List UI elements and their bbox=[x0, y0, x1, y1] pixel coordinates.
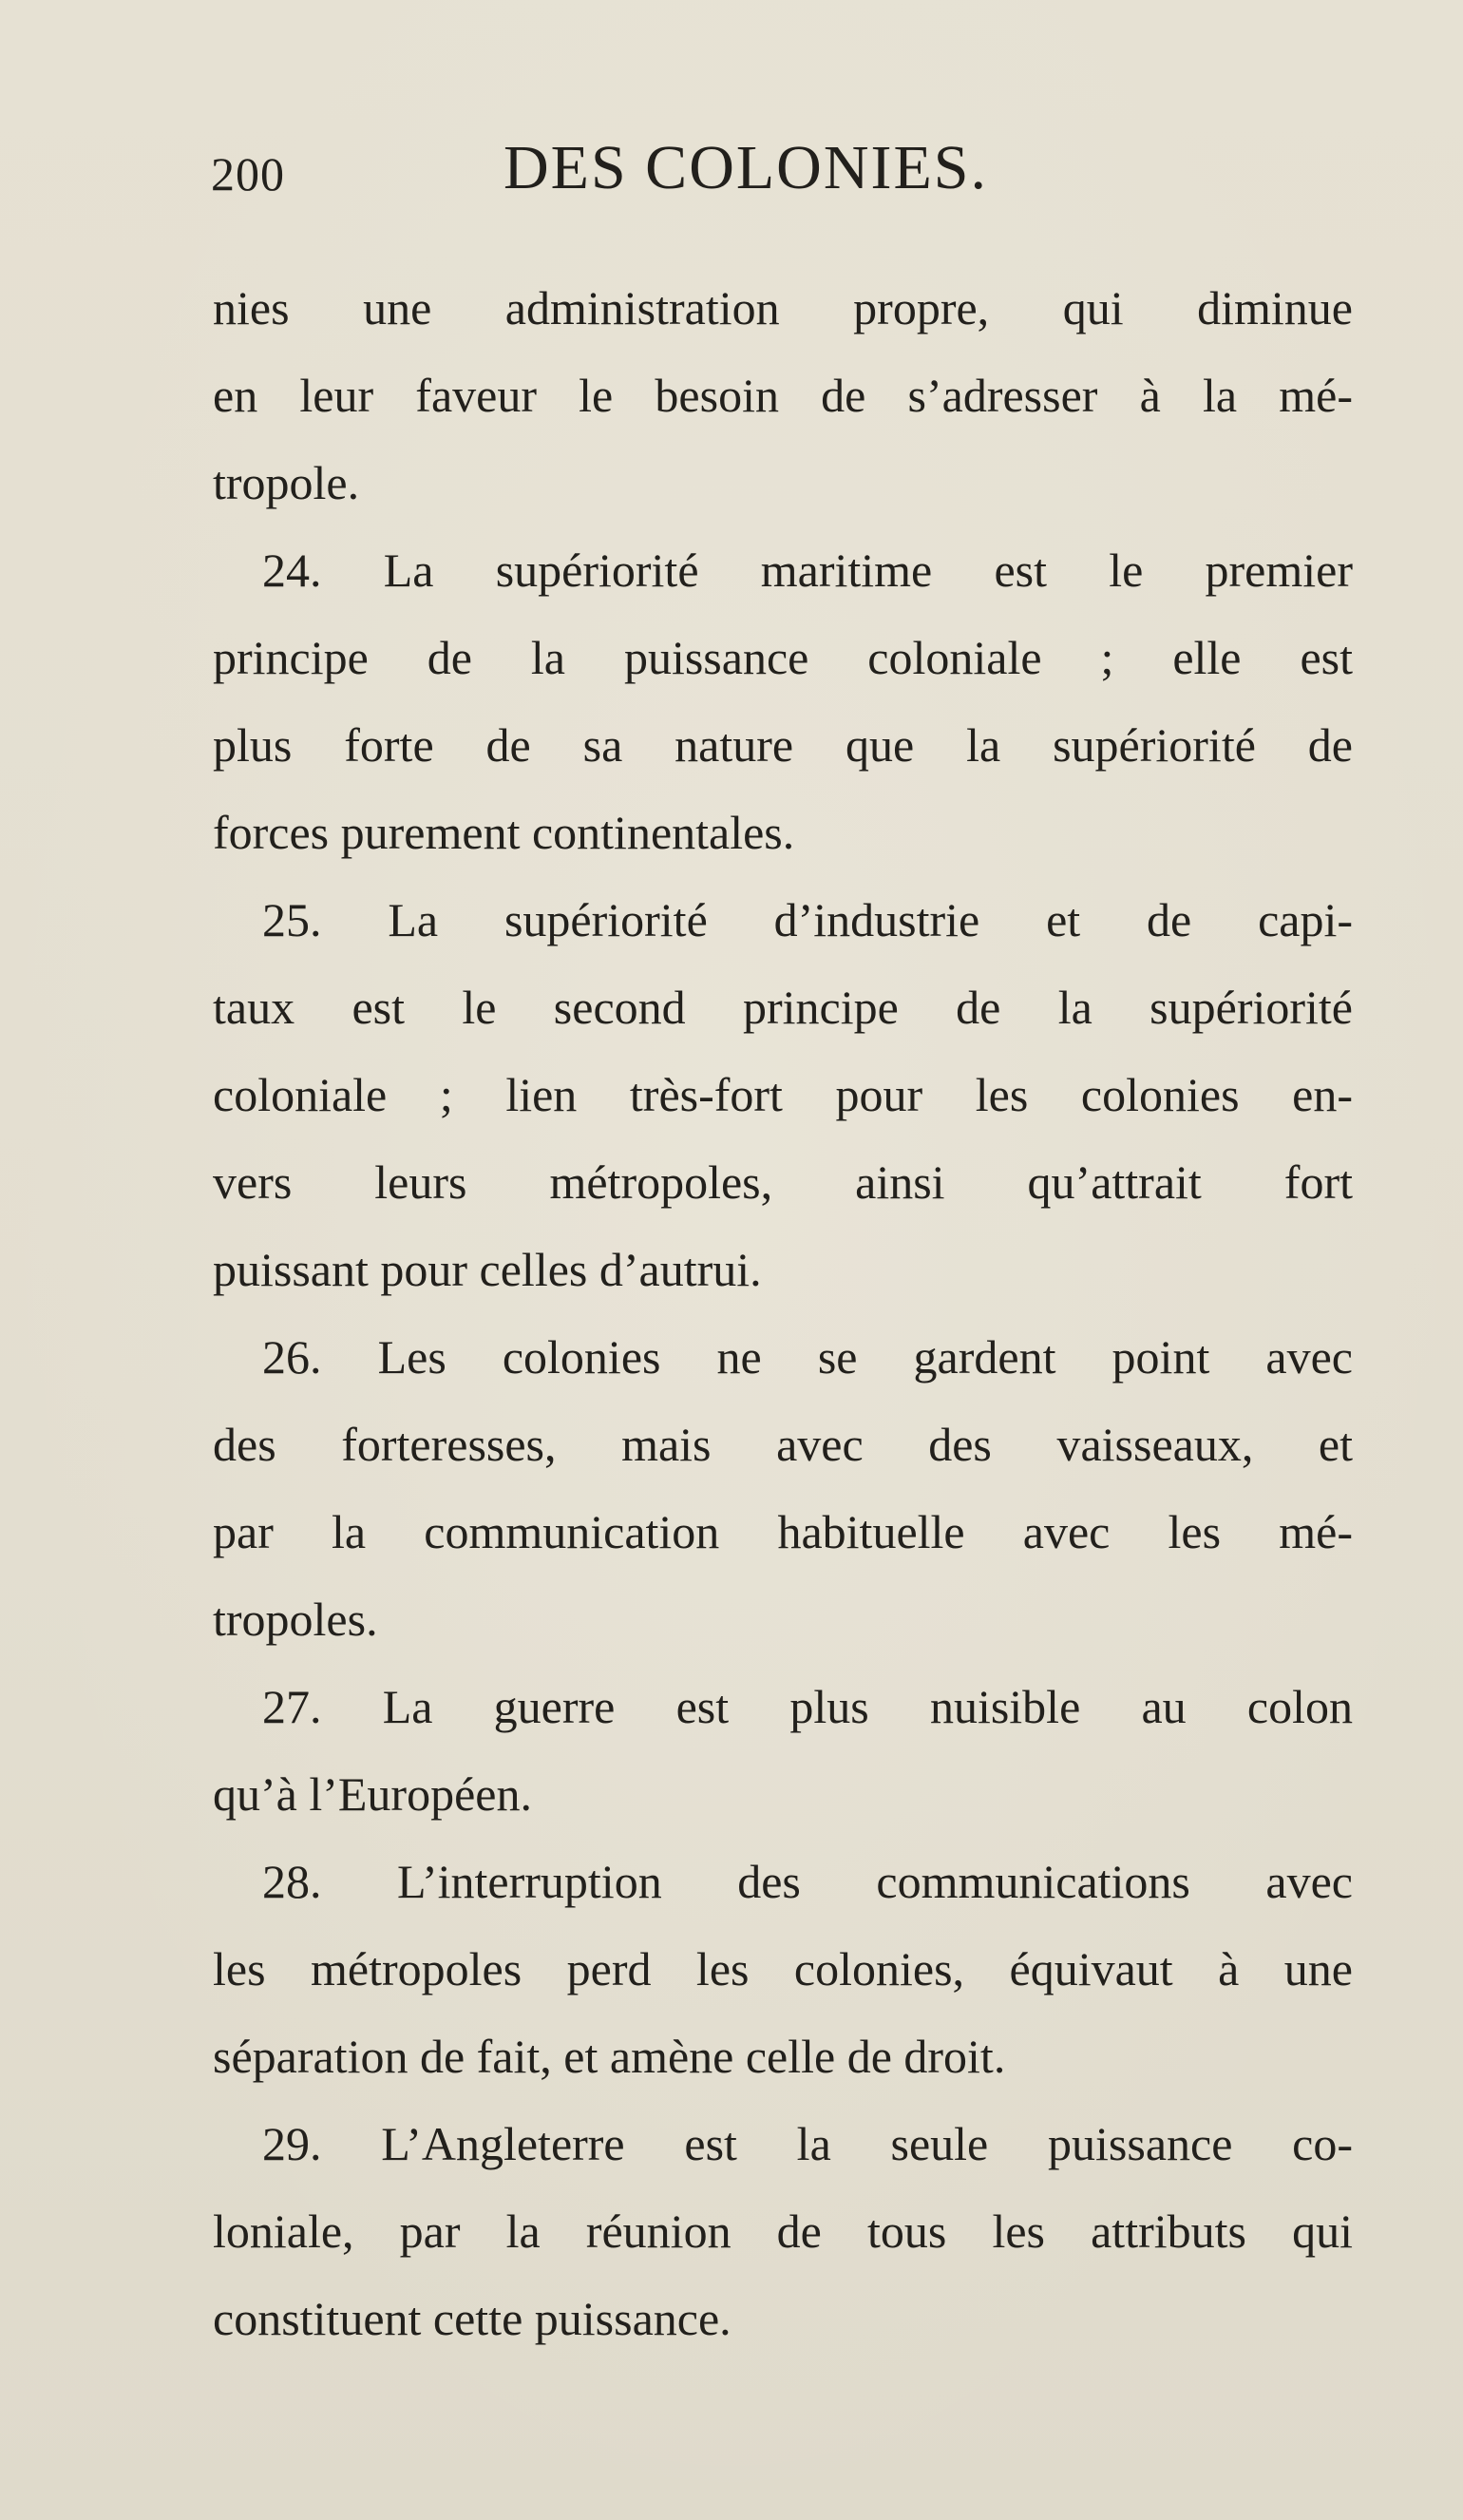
page-number: 200 bbox=[211, 147, 285, 200]
text-line: forces purement continentales. bbox=[213, 806, 795, 859]
text-line: séparation de fait, et amène celle de droit. bbox=[213, 2030, 1006, 2083]
text-line: nies une administration propre, qui diminue bbox=[213, 281, 1353, 334]
text-line: en leur faveur le besoin de s’adresser à la mé- bbox=[213, 369, 1353, 422]
text-line: tropole. bbox=[213, 456, 360, 509]
numbered-paragraph-start: 28. L’interruption des communications avec bbox=[262, 1855, 1353, 1908]
text-line: qu’à l’Européen. bbox=[213, 1767, 532, 1821]
text-line: tropoles. bbox=[213, 1593, 378, 1646]
numbered-paragraph-start: 25. La supériorité d’industrie et de capi- bbox=[262, 893, 1353, 946]
text-line: loniale, par la réunion de tous les attributs qui bbox=[213, 2205, 1353, 2258]
body-text bbox=[213, 264, 1353, 2362]
text-line: des forteresses, mais avec des vaisseaux, et bbox=[213, 1418, 1353, 1471]
text-line: constituent cette puissance. bbox=[213, 2292, 732, 2345]
text-line: puissant pour celles d’autrui. bbox=[213, 1243, 762, 1296]
numbered-paragraph-start: 26. Les colonies ne se gardent point avec bbox=[262, 1330, 1353, 1384]
numbered-paragraph-start: 24. La supériorité maritime est le premier bbox=[262, 544, 1353, 597]
numbered-paragraph-start: 27. La guerre est plus nuisible au colon bbox=[262, 1680, 1353, 1733]
text-line: coloniale ; lien très-fort pour les colonies en- bbox=[213, 1068, 1353, 1121]
text-line: plus forte de sa nature que la supériorité de bbox=[213, 718, 1353, 772]
text-line: par la communication habituelle avec les mé- bbox=[213, 1505, 1353, 1558]
text-line: vers leurs métropoles, ainsi qu’attrait fort bbox=[213, 1155, 1353, 1209]
running-title: DES COLONIES. bbox=[504, 133, 989, 202]
text-line: taux est le second principe de la supériorité bbox=[213, 981, 1353, 1034]
text-line: les métropoles perd les colonies, équivaut à une bbox=[213, 1942, 1353, 1995]
numbered-paragraph-start: 29. L’Angleterre est la seule puissance co- bbox=[262, 2117, 1353, 2170]
text-line: principe de la puissance coloniale ; elle est bbox=[213, 631, 1353, 684]
page-header bbox=[0, 128, 1463, 214]
